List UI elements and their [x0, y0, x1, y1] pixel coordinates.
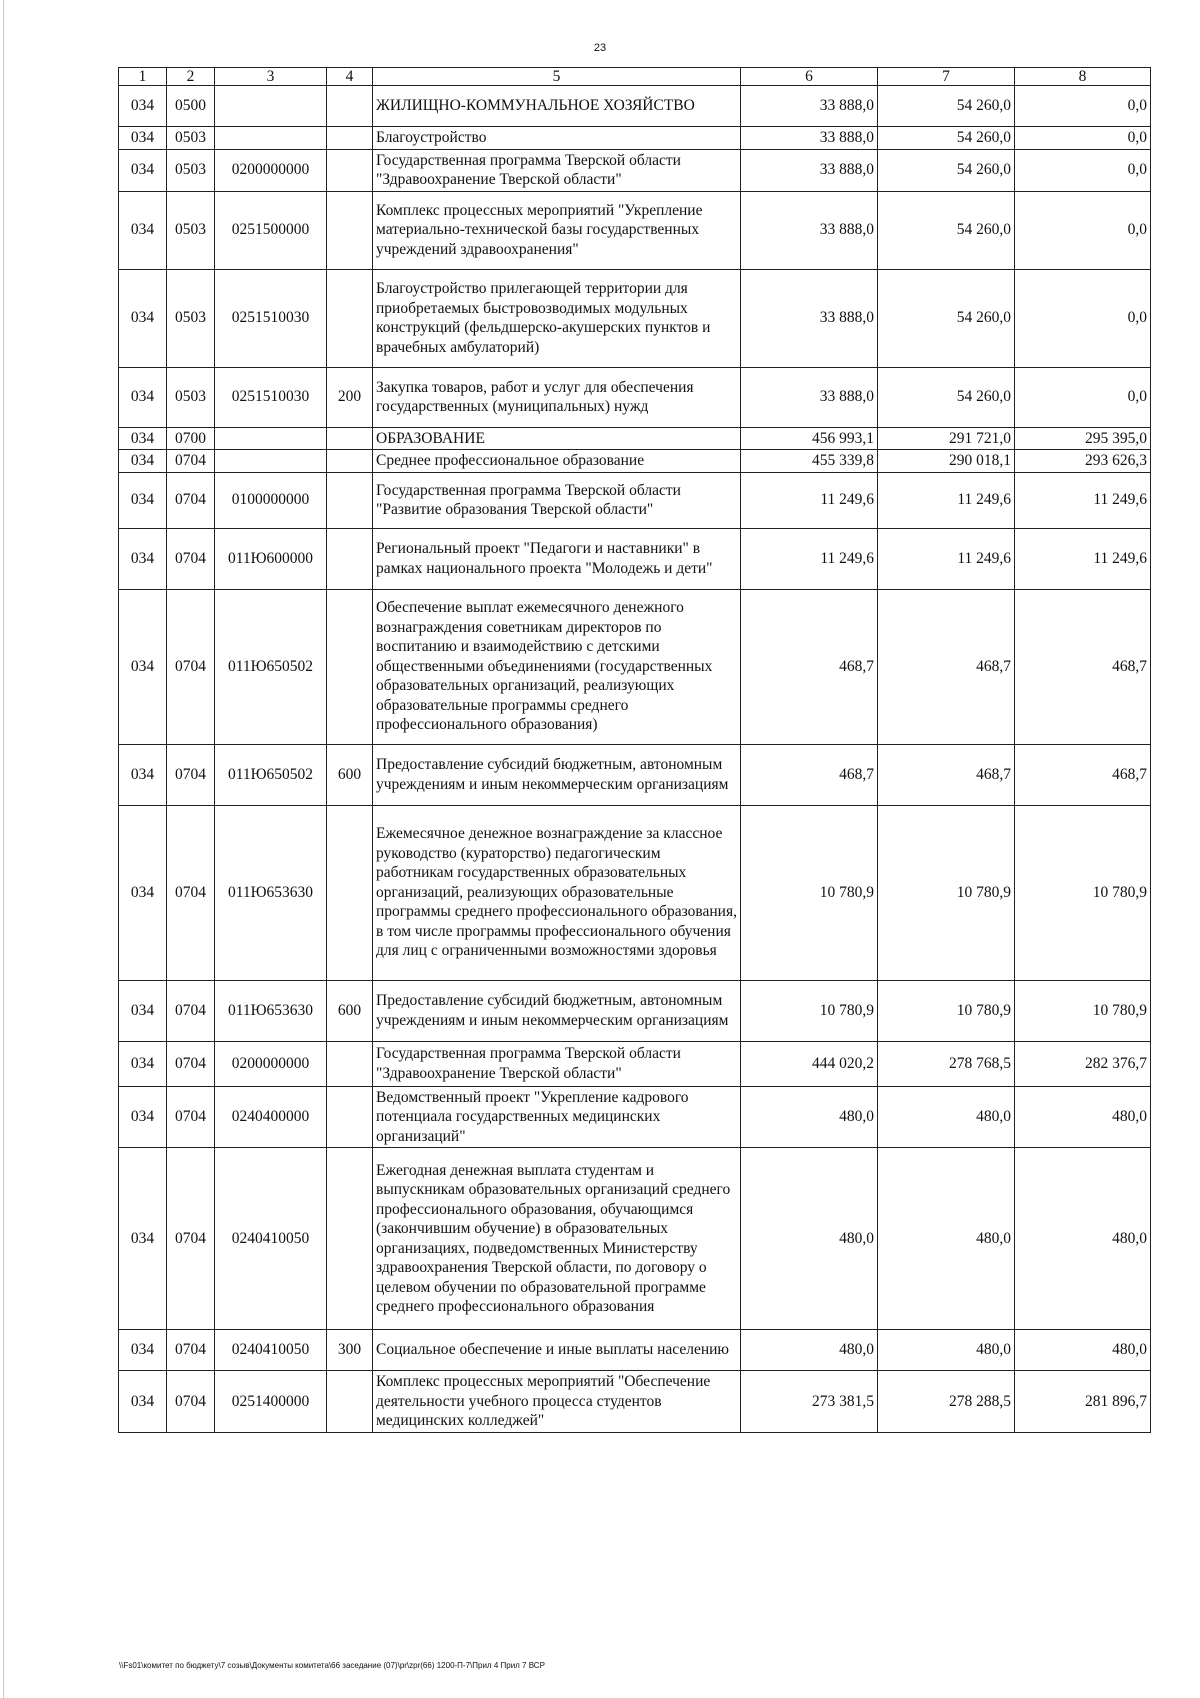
- cell-section: 0704: [167, 1148, 215, 1330]
- cell-amount-col7: 480,0: [878, 1086, 1015, 1148]
- cell-target-article: [215, 127, 327, 150]
- cell-ved: 034: [119, 1330, 167, 1371]
- cell-amount-col7: 11 249,6: [878, 528, 1015, 589]
- column-header: 3: [215, 68, 327, 86]
- cell-name: Закупка товаров, работ и услуг для обеспечения государственных (муниципальных) нужд: [373, 367, 741, 427]
- budget-table: [118, 67, 1151, 1433]
- cell-section: 0704: [167, 450, 215, 473]
- table-row: [119, 86, 1151, 127]
- header-row: [119, 68, 1151, 86]
- cell-name: Социальное обеспечение и иные выплаты населению: [373, 1330, 741, 1371]
- cell-name: ЖИЛИЩНО-КОММУНАЛЬНОЕ ХОЗЯЙСТВО: [373, 86, 741, 127]
- cell-target-article: 0251500000: [215, 191, 327, 269]
- cell-name: Комплекс процессных мероприятий "Обеспечение деятельности учебного процесса студентов медицинских колледжей": [373, 1371, 741, 1433]
- table-row: [119, 269, 1151, 367]
- table-row: [119, 367, 1151, 427]
- cell-expense-type: [327, 427, 373, 450]
- cell-amount-col6: 480,0: [741, 1330, 878, 1371]
- table-row: [119, 427, 1151, 450]
- cell-amount-col7: 290 018,1: [878, 450, 1015, 473]
- cell-section: 0700: [167, 427, 215, 450]
- cell-expense-type: 300: [327, 1330, 373, 1371]
- cell-amount-col6: 468,7: [741, 589, 878, 744]
- cell-name: Ведомственный проект "Укрепление кадрового потенциала государственных медицинских организаций": [373, 1086, 741, 1148]
- column-header: 1: [119, 68, 167, 86]
- cell-target-article: 0251510030: [215, 269, 327, 367]
- cell-amount-col8: 480,0: [1015, 1330, 1151, 1371]
- table-row: [119, 127, 1151, 150]
- table-row: [119, 1330, 1151, 1371]
- cell-ved: 034: [119, 805, 167, 980]
- table-row: [119, 1086, 1151, 1148]
- cell-amount-col6: 11 249,6: [741, 472, 878, 528]
- cell-amount-col8: 480,0: [1015, 1086, 1151, 1148]
- cell-amount-col8: 0,0: [1015, 191, 1151, 269]
- cell-amount-col7: 468,7: [878, 589, 1015, 744]
- cell-target-article: 0251510030: [215, 367, 327, 427]
- cell-amount-col8: 282 376,7: [1015, 1041, 1151, 1086]
- column-header: 8: [1015, 68, 1151, 86]
- cell-amount-col8: 0,0: [1015, 269, 1151, 367]
- cell-amount-col7: 10 780,9: [878, 805, 1015, 980]
- table-row: [119, 472, 1151, 528]
- cell-amount-col8: 0,0: [1015, 127, 1151, 150]
- cell-amount-col7: 54 260,0: [878, 127, 1015, 150]
- cell-name: Благоустройство: [373, 127, 741, 150]
- cell-amount-col6: 11 249,6: [741, 528, 878, 589]
- cell-amount-col8: 468,7: [1015, 744, 1151, 805]
- cell-name: Благоустройство прилегающей территории для приобретаемых быстровозводимых модульных конструкций (фельдшерско-акушерских пунктов и врачебных амбулаторий): [373, 269, 741, 367]
- cell-expense-type: 200: [327, 367, 373, 427]
- column-header: 4: [327, 68, 373, 86]
- cell-ved: 034: [119, 269, 167, 367]
- cell-amount-col7: 10 780,9: [878, 980, 1015, 1041]
- cell-amount-col8: 295 395,0: [1015, 427, 1151, 450]
- page-left-edge: [3, 0, 4, 1698]
- cell-ved: 034: [119, 367, 167, 427]
- cell-section: 0704: [167, 1371, 215, 1433]
- cell-amount-col7: 54 260,0: [878, 149, 1015, 191]
- cell-target-article: [215, 427, 327, 450]
- cell-section: 0500: [167, 86, 215, 127]
- cell-ved: 034: [119, 427, 167, 450]
- cell-amount-col8: 0,0: [1015, 149, 1151, 191]
- cell-section: 0503: [167, 191, 215, 269]
- table-row: [119, 980, 1151, 1041]
- cell-ved: 034: [119, 1371, 167, 1433]
- cell-amount-col8: 11 249,6: [1015, 472, 1151, 528]
- cell-amount-col8: 10 780,9: [1015, 980, 1151, 1041]
- cell-section: 0704: [167, 1086, 215, 1148]
- cell-amount-col7: 54 260,0: [878, 86, 1015, 127]
- cell-amount-col8: 480,0: [1015, 1148, 1151, 1330]
- cell-expense-type: [327, 127, 373, 150]
- cell-target-article: 0200000000: [215, 149, 327, 191]
- cell-amount-col6: 480,0: [741, 1086, 878, 1148]
- cell-expense-type: [327, 528, 373, 589]
- cell-name: Обеспечение выплат ежемесячного денежного вознаграждения советникам директоров по воспитанию и взаимодействию с детскими общественными объединениями (государственных образовательных организаций, реализующих образовательные программы среднего профессионального образования): [373, 589, 741, 744]
- cell-expense-type: [327, 269, 373, 367]
- cell-amount-col8: 0,0: [1015, 86, 1151, 127]
- cell-amount-col8: 281 896,7: [1015, 1371, 1151, 1433]
- cell-amount-col7: 11 249,6: [878, 472, 1015, 528]
- cell-target-article: 0240410050: [215, 1330, 327, 1371]
- table-row: [119, 744, 1151, 805]
- cell-amount-col6: 33 888,0: [741, 191, 878, 269]
- cell-section: 0704: [167, 744, 215, 805]
- cell-name: Предоставление субсидий бюджетным, автономным учреждениям и иным некоммерческим организациям: [373, 980, 741, 1041]
- cell-ved: 034: [119, 472, 167, 528]
- cell-expense-type: [327, 472, 373, 528]
- cell-expense-type: [327, 191, 373, 269]
- cell-amount-col6: 33 888,0: [741, 149, 878, 191]
- cell-amount-col7: 54 260,0: [878, 367, 1015, 427]
- cell-ved: 034: [119, 744, 167, 805]
- table-row: [119, 1148, 1151, 1330]
- cell-amount-col8: 293 626,3: [1015, 450, 1151, 473]
- cell-target-article: 0240410050: [215, 1148, 327, 1330]
- cell-amount-col8: 0,0: [1015, 367, 1151, 427]
- cell-section: 0704: [167, 472, 215, 528]
- cell-name: Предоставление субсидий бюджетным, автономным учреждениям и иным некоммерческим организациям: [373, 744, 741, 805]
- table-row: [119, 191, 1151, 269]
- cell-amount-col7: 278 288,5: [878, 1371, 1015, 1433]
- column-header: 2: [167, 68, 215, 86]
- cell-amount-col7: 54 260,0: [878, 191, 1015, 269]
- cell-amount-col6: 10 780,9: [741, 980, 878, 1041]
- cell-ved: 034: [119, 980, 167, 1041]
- cell-target-article: 0251400000: [215, 1371, 327, 1433]
- cell-ved: 034: [119, 149, 167, 191]
- cell-ved: 034: [119, 1086, 167, 1148]
- cell-ved: 034: [119, 528, 167, 589]
- cell-section: 0503: [167, 367, 215, 427]
- cell-expense-type: 600: [327, 744, 373, 805]
- table-row: [119, 589, 1151, 744]
- cell-section: 0704: [167, 528, 215, 589]
- cell-target-article: 011Ю650502: [215, 744, 327, 805]
- cell-amount-col6: 456 993,1: [741, 427, 878, 450]
- cell-expense-type: [327, 149, 373, 191]
- cell-amount-col7: 278 768,5: [878, 1041, 1015, 1086]
- cell-expense-type: [327, 589, 373, 744]
- cell-section: 0704: [167, 980, 215, 1041]
- cell-amount-col6: 33 888,0: [741, 127, 878, 150]
- cell-expense-type: [327, 805, 373, 980]
- cell-target-article: 0240400000: [215, 1086, 327, 1148]
- cell-amount-col7: 468,7: [878, 744, 1015, 805]
- cell-target-article: [215, 450, 327, 473]
- cell-name: ОБРАЗОВАНИЕ: [373, 427, 741, 450]
- table-row: [119, 805, 1151, 980]
- cell-amount-col6: 455 339,8: [741, 450, 878, 473]
- table-row: [119, 1041, 1151, 1086]
- cell-amount-col7: 54 260,0: [878, 269, 1015, 367]
- cell-target-article: 011Ю650502: [215, 589, 327, 744]
- cell-amount-col7: 480,0: [878, 1148, 1015, 1330]
- cell-section: 0704: [167, 589, 215, 744]
- cell-expense-type: [327, 1371, 373, 1433]
- cell-ved: 034: [119, 86, 167, 127]
- cell-target-article: 0100000000: [215, 472, 327, 528]
- cell-ved: 034: [119, 1148, 167, 1330]
- cell-expense-type: [327, 1086, 373, 1148]
- cell-ved: 034: [119, 1041, 167, 1086]
- table-body: [119, 86, 1151, 1433]
- cell-amount-col8: 11 249,6: [1015, 528, 1151, 589]
- cell-ved: 034: [119, 127, 167, 150]
- cell-name: Государственная программа Тверской области "Развитие образования Тверской области": [373, 472, 741, 528]
- cell-amount-col6: 468,7: [741, 744, 878, 805]
- cell-name: Государственная программа Тверской области "Здравоохранение Тверской области": [373, 1041, 741, 1086]
- table-row: [119, 450, 1151, 473]
- cell-target-article: 011Ю653630: [215, 805, 327, 980]
- cell-amount-col6: 33 888,0: [741, 269, 878, 367]
- cell-section: 0503: [167, 149, 215, 191]
- column-header: 6: [741, 68, 878, 86]
- cell-expense-type: 600: [327, 980, 373, 1041]
- cell-section: 0503: [167, 127, 215, 150]
- cell-expense-type: [327, 86, 373, 127]
- cell-name: Государственная программа Тверской области "Здравоохранение Тверской области": [373, 149, 741, 191]
- cell-ved: 034: [119, 191, 167, 269]
- cell-amount-col6: 444 020,2: [741, 1041, 878, 1086]
- table-row: [119, 1371, 1151, 1433]
- cell-amount-col6: 273 381,5: [741, 1371, 878, 1433]
- cell-section: 0704: [167, 1041, 215, 1086]
- cell-name: Ежемесячное денежное вознаграждение за классное руководство (кураторство) педагогическим работникам государственных образовательных организаций, реализующих образовательные программы среднего профессионального образования, в том числе программы профессионального обучения для лиц с ограниченными возможностями здоровья: [373, 805, 741, 980]
- page-number: 23: [593, 42, 607, 54]
- cell-expense-type: [327, 1041, 373, 1086]
- cell-amount-col7: 291 721,0: [878, 427, 1015, 450]
- cell-target-article: [215, 86, 327, 127]
- cell-amount-col6: 33 888,0: [741, 367, 878, 427]
- cell-expense-type: [327, 1148, 373, 1330]
- column-header: 5: [373, 68, 741, 86]
- cell-target-article: 011Ю653630: [215, 980, 327, 1041]
- cell-section: 0704: [167, 1330, 215, 1371]
- cell-target-article: 011Ю600000: [215, 528, 327, 589]
- cell-amount-col6: 33 888,0: [741, 86, 878, 127]
- column-header: 7: [878, 68, 1015, 86]
- table-row: [119, 528, 1151, 589]
- cell-name: Комплекс процессных мероприятий "Укрепление материально-технической базы государственных учреждений здравоохранения": [373, 191, 741, 269]
- cell-name: Ежегодная денежная выплата студентам и выпускникам образовательных организаций среднего профессионального образования, обучающимся (закончившим обучение) в образовательных организациях, подведомственных Министерству здравоохранения Тверской области, по договору о целевом обучении по образовательной программе среднего профессионального образования: [373, 1148, 741, 1330]
- cell-ved: 034: [119, 450, 167, 473]
- cell-name: Региональный проект "Педагоги и наставники" в рамках национального проекта "Молодежь и дети": [373, 528, 741, 589]
- cell-section: 0704: [167, 805, 215, 980]
- cell-expense-type: [327, 450, 373, 473]
- cell-section: 0503: [167, 269, 215, 367]
- cell-amount-col6: 480,0: [741, 1148, 878, 1330]
- cell-amount-col8: 468,7: [1015, 589, 1151, 744]
- cell-ved: 034: [119, 589, 167, 744]
- cell-name: Среднее профессиональное образование: [373, 450, 741, 473]
- cell-amount-col8: 10 780,9: [1015, 805, 1151, 980]
- cell-amount-col6: 10 780,9: [741, 805, 878, 980]
- cell-amount-col7: 480,0: [878, 1330, 1015, 1371]
- table-row: [119, 149, 1151, 191]
- footer-file-path: \\Fs01\комитет по бюджету\7 созыв\Документы комитета\66 заседание (07)\pr\zpr(66) 1200-П-7\Прил 4 Прил 7 ВСР: [119, 1661, 545, 1670]
- cell-target-article: 0200000000: [215, 1041, 327, 1086]
